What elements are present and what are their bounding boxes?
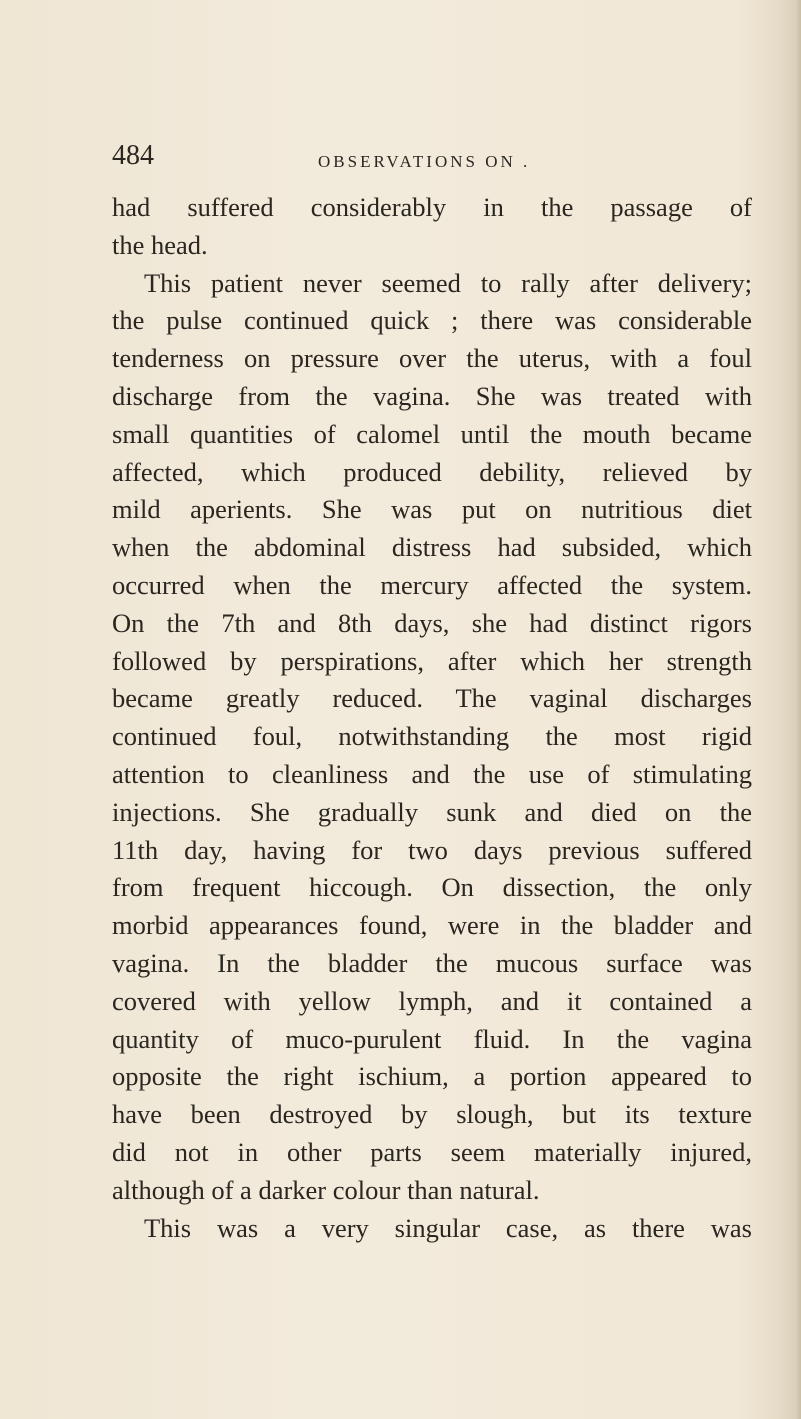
page-header (112, 140, 752, 180)
text-line: mild aperients. She was put on nutritious diet (112, 494, 752, 525)
running-head: OBSERVATIONS ON . (318, 152, 531, 171)
text-line: from frequent hiccough. On dissection, the only (112, 872, 752, 903)
paragraph-start-line: This was a very singular case, as there was (144, 1212, 752, 1243)
text-line: although of a darker colour than natural. (112, 1174, 540, 1205)
text-line: occurred when the mercury affected the system. (112, 569, 752, 600)
text-line: On the 7th and 8th days, she had distinct rigors (112, 607, 752, 638)
text-line: when the abdominal distress had subsided, which (112, 532, 752, 563)
text-line: morbid appearances found, were in the bladder and (112, 910, 752, 941)
text-line: did not in other parts seem materially injured, (112, 1136, 752, 1167)
text-line: became greatly reduced. The vaginal discharges (112, 683, 752, 714)
text-line: had suffered considerably in the passage of (112, 192, 752, 222)
text-line: tenderness on pressure over the uterus, with a foul (112, 343, 752, 374)
text-line: covered with yellow lymph, and it contained a (112, 985, 752, 1016)
page-number: 484 (112, 140, 154, 171)
paragraph-start-line: This patient never seemed to rally after delivery; (144, 267, 752, 298)
text-line: 11th day, having for two days previous suffered (112, 834, 752, 865)
body-text (112, 189, 752, 1247)
text-line: small quantities of calomel until the mouth became (112, 418, 752, 449)
text-line: opposite the right ischium, a portion appeared to (112, 1061, 752, 1092)
text-line: the pulse continued quick ; there was considerable (112, 305, 752, 336)
text-line: injections. She gradually sunk and died on the (112, 796, 752, 827)
text-line: continued foul, notwithstanding the most rigid (112, 721, 752, 752)
text-line: followed by perspirations, after which her strength (112, 645, 752, 676)
text-line: quantity of muco-purulent fluid. In the vagina (112, 1023, 752, 1054)
text-line: vagina. In the bladder the mucous surface was (112, 947, 752, 978)
text-line: affected, which produced debility, relieved by (112, 456, 752, 487)
text-line: the head. (112, 229, 208, 260)
text-line: have been destroyed by slough, but its texture (112, 1099, 752, 1130)
page-edge (795, 0, 801, 1419)
text-line: discharge from the vagina. She was treated with (112, 380, 752, 411)
text-line: attention to cleanliness and the use of stimulating (112, 758, 752, 789)
